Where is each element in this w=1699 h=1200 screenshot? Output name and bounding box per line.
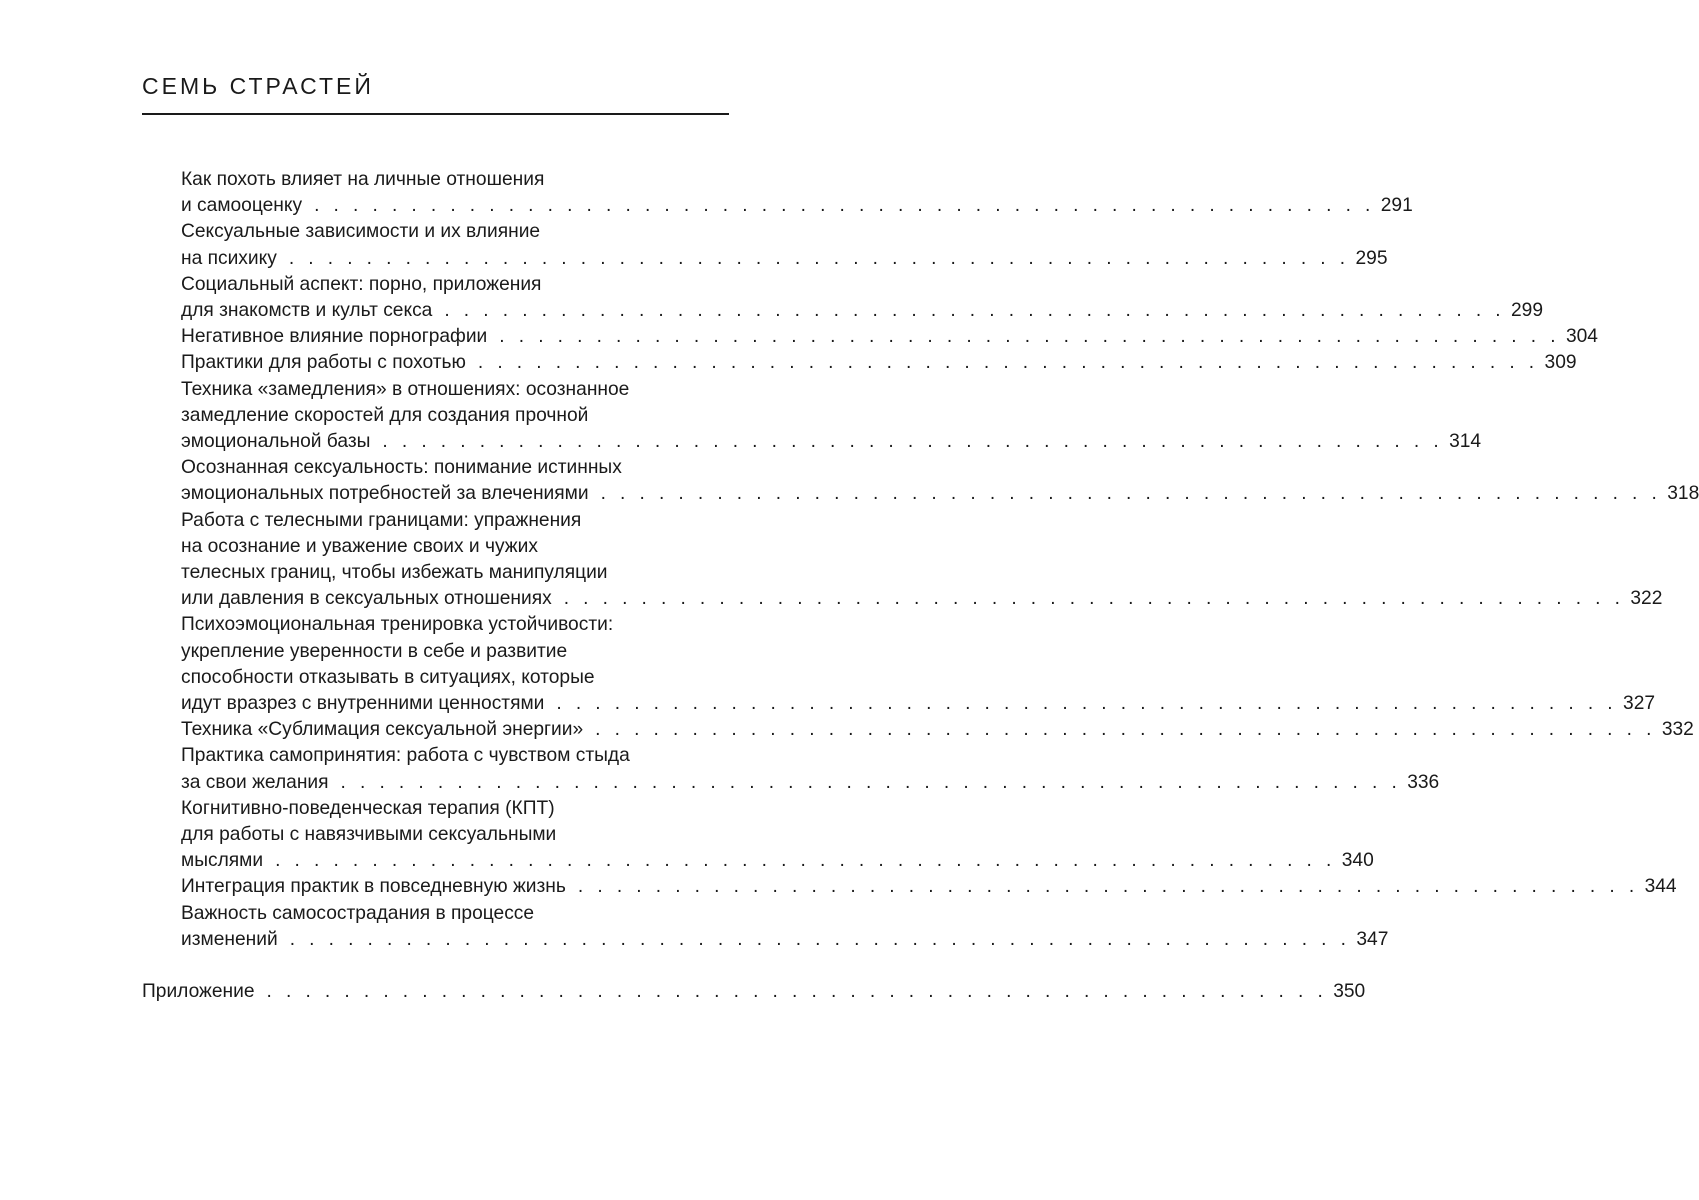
toc-entry-title-line: для работы с навязчивыми сексуальными: [181, 824, 557, 846]
toc-entry-title-line: на осознание и уважение своих и чужих: [181, 535, 538, 557]
toc-entry-title: Приложение: [142, 981, 255, 1003]
toc-entry-title-line: Техника «замедления» в отношениях: осознанное: [181, 378, 630, 400]
toc-page-number: 299: [1511, 300, 1544, 322]
toc-dot-leader: . . . . . . . . . . . . . . . . . . . . . . . . . . . . . . . . . . . . . . . . . . . . . . . . . . . . . . .: [595, 719, 1656, 741]
toc-entry-title-line: Осознанная сексуальность: понимание истинных: [181, 457, 622, 479]
toc-entry[interactable]: [181, 743, 1440, 795]
toc-page-number: 322: [1630, 588, 1663, 610]
toc-page-number: 314: [1449, 431, 1482, 453]
toc-entry-title: идут вразрез с внутренними ценностями: [181, 693, 545, 715]
toc-page-number: 309: [1544, 352, 1577, 374]
toc-entry-last-line: [181, 691, 1656, 717]
toc-entry[interactable]: [181, 508, 1663, 613]
toc-page-number: 327: [1623, 693, 1656, 715]
toc-page-number: 350: [1333, 981, 1366, 1003]
toc-page-number: 347: [1356, 928, 1389, 950]
toc-page-number: 332: [1661, 719, 1694, 741]
toc-dot-leader: . . . . . . . . . . . . . . . . . . . . . . . . . . . . . . . . . . . . . . . . . . . . . . . . . . . . . . .: [314, 195, 1375, 217]
toc-page-number: 295: [1355, 247, 1388, 269]
toc-entry-title-line: замедление скоростей для создания прочной: [181, 404, 589, 426]
toc-entry-last-line: [181, 429, 1482, 455]
toc-entry[interactable]: [181, 874, 1677, 900]
toc-entry-title: мыслями: [181, 850, 264, 872]
toc-entry-last-line: [181, 848, 1374, 874]
toc-dot-leader: . . . . . . . . . . . . . . . . . . . . . . . . . . . . . . . . . . . . . . . . . . . . . . . . . . . . . . .: [288, 247, 1350, 269]
toc-entry[interactable]: [181, 350, 1577, 376]
toc-entry[interactable]: [181, 717, 1694, 743]
toc-dot-leader: . . . . . . . . . . . . . . . . . . . . . . . . . . . . . . . . . . . . . . . . . . . . . . . . . . . . . . .: [444, 300, 1506, 322]
toc-entry[interactable]: [181, 377, 1482, 456]
toc-entry-last-line: [181, 193, 1413, 219]
toc-entry[interactable]: [181, 612, 1656, 717]
toc-entry-last-line: [181, 246, 1388, 272]
toc-entry-title: и самооценку: [181, 195, 303, 217]
toc-entry-title: эмоциональной базы: [181, 431, 371, 453]
toc-dot-leader: . . . . . . . . . . . . . . . . . . . . . . . . . . . . . . . . . . . . . . . . . . . . . . . . . . . . . . .: [275, 850, 1336, 872]
toc-entry-last-line: [181, 586, 1663, 612]
toc-entry-title-line: способности отказывать в ситуациях, которые: [181, 666, 595, 688]
toc-entry-title-line: Социальный аспект: порно, приложения: [181, 273, 542, 295]
toc-page-number: 340: [1341, 850, 1374, 872]
toc-entry-title-line: телесных границ, чтобы избежать манипуляции: [181, 562, 608, 584]
toc-page-number: 291: [1380, 195, 1413, 217]
toc-dot-leader: . . . . . . . . . . . . . . . . . . . . . . . . . . . . . . . . . . . . . . . . . . . . . . . . . . . . . . .: [382, 431, 1444, 453]
toc-entry-last-line: [142, 979, 1366, 1005]
toc-entry-last-line: [181, 717, 1694, 743]
toc-entry[interactable]: [181, 796, 1374, 875]
toc-entry-title-line: Работа с телесными границами: упражнения: [181, 509, 582, 531]
toc-dot-leader: . . . . . . . . . . . . . . . . . . . . . . . . . . . . . . . . . . . . . . . . . . . . . . . . . . . . . . .: [266, 981, 1328, 1003]
toc-entry-title: за свои желания: [181, 771, 329, 793]
toc-entry-last-line: [181, 324, 1598, 350]
toc-entry-last-line: [181, 927, 1389, 953]
toc-entry-last-line: [181, 298, 1544, 324]
toc-entry-title: Интеграция практик в повседневную жизнь: [181, 876, 566, 898]
toc-entry-last-line: [181, 770, 1440, 796]
toc-subsection-list: [0, 167, 1699, 953]
toc-entry-title: Негативное влияние порнографии: [181, 326, 488, 348]
table-of-contents: [0, 167, 1699, 1005]
toc-entry-title-line: Важность самосострадания в процессе: [181, 902, 535, 924]
toc-entry[interactable]: [181, 324, 1598, 350]
toc-entry-title: изменений: [181, 928, 278, 950]
toc-entry-title: для знакомств и культ секса: [181, 300, 433, 322]
toc-page-number: 344: [1644, 876, 1677, 898]
running-head-title: СЕМЬ СТРАСТЕЙ: [142, 73, 374, 99]
toc-entry-title: эмоциональных потребностей за влечениями: [181, 483, 589, 505]
toc-entry-title-line: Практика самопринятия: работа с чувством стыда: [181, 745, 630, 767]
toc-dot-leader: . . . . . . . . . . . . . . . . . . . . . . . . . . . . . . . . . . . . . . . . . . . . . . . . . . . . . . .: [499, 326, 1560, 348]
toc-dot-leader: . . . . . . . . . . . . . . . . . . . . . . . . . . . . . . . . . . . . . . . . . . . . . . . . . . . . . . .: [289, 928, 1351, 950]
toc-entry-title-line: укрепление уверенности в себе и развитие: [181, 640, 568, 662]
toc-entry-last-line: [181, 481, 1699, 507]
toc-entry-title: или давления в сексуальных отношениях: [181, 588, 552, 610]
toc-entry-appendix[interactable]: [142, 979, 1366, 1005]
toc-dot-leader: . . . . . . . . . . . . . . . . . . . . . . . . . . . . . . . . . . . . . . . . . . . . . . . . . . . . . . .: [563, 588, 1625, 610]
toc-page-number: 318: [1667, 483, 1699, 505]
toc-entry-title-line: Сексуальные зависимости и их влияние: [181, 221, 541, 243]
toc-entry-title-line: Как похоть влияет на личные отношения: [181, 169, 545, 190]
toc-page-number: 304: [1565, 326, 1598, 348]
header-rule: [142, 113, 729, 115]
toc-entry[interactable]: [181, 272, 1544, 324]
toc-entry[interactable]: [181, 455, 1699, 507]
toc-dot-leader: . . . . . . . . . . . . . . . . . . . . . . . . . . . . . . . . . . . . . . . . . . . . . . . . . . . . . . .: [477, 352, 1539, 374]
toc-entry[interactable]: [181, 219, 1388, 271]
toc-dot-leader: . . . . . . . . . . . . . . . . . . . . . . . . . . . . . . . . . . . . . . . . . . . . . . . . . . . . . . .: [556, 693, 1618, 715]
toc-dot-leader: . . . . . . . . . . . . . . . . . . . . . . . . . . . . . . . . . . . . . . . . . . . . . . . . . . . . . . .: [600, 483, 1662, 505]
toc-entry-last-line: [181, 874, 1677, 900]
toc-entry-title-line: Психоэмоциональная тренировка устойчивости:: [181, 614, 614, 636]
toc-entry-title: Практики для работы с похотью: [181, 352, 466, 374]
toc-page-number: 336: [1407, 771, 1440, 793]
toc-entry-title: Техника «Сублимация сексуальной энергии»: [181, 719, 584, 741]
toc-dot-leader: . . . . . . . . . . . . . . . . . . . . . . . . . . . . . . . . . . . . . . . . . . . . . . . . . . . . . . .: [340, 771, 1402, 793]
toc-dot-leader: . . . . . . . . . . . . . . . . . . . . . . . . . . . . . . . . . . . . . . . . . . . . . . . . . . . . . . .: [577, 876, 1639, 898]
toc-entry[interactable]: [181, 901, 1389, 953]
toc-entry[interactable]: [181, 167, 1413, 219]
toc-entry-title: на психику: [181, 247, 277, 269]
toc-entry-title-line: Когнитивно-поведенческая терапия (КПТ): [181, 797, 555, 819]
toc-entry-last-line: [181, 350, 1577, 376]
